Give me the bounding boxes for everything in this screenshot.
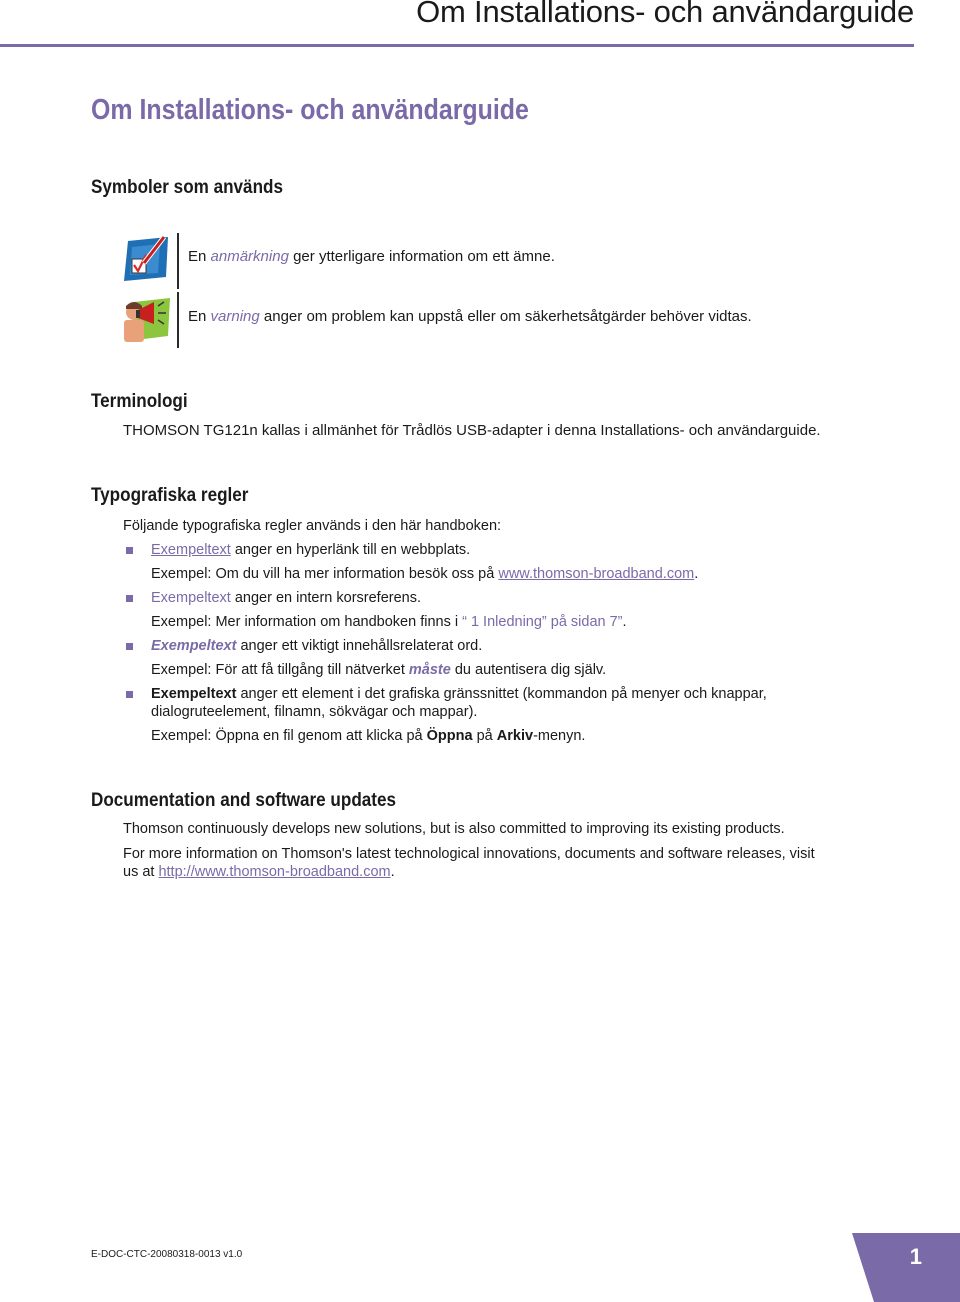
note-symbol-row <box>120 233 880 291</box>
terminology-heading: Terminologi <box>91 391 188 412</box>
note-suffix: ger ytterligare information om ett ämne. <box>293 248 555 265</box>
bullet-square-icon <box>126 643 133 650</box>
rule-hyperlink-example <box>123 565 863 583</box>
example-text: Exempel: Öppna en fil genom att klicka på <box>151 728 423 744</box>
updates-paragraph-1: Thomson continuously develops new solutions, but is also committed to improving its existing products. <box>123 821 785 837</box>
sample-crossref[interactable]: Exempeltext <box>151 590 231 606</box>
gui-open-label: Öppna <box>426 728 473 744</box>
example-suffix: -menyn. <box>533 728 586 744</box>
warning-symbol-row <box>120 292 880 350</box>
updates-paragraph-2-line2 <box>123 863 883 881</box>
page-title: Om Installations- och användarguide <box>91 94 529 126</box>
warning-megaphone-person-icon <box>120 292 172 344</box>
document-code: E-DOC-CTC-20080318-0013 v1.0 <box>91 1249 243 1260</box>
symbols-heading: Symboler som används <box>91 177 283 198</box>
updates-paragraph-2-line1: For more information on Thomson's latest technological innovations, documents and software releases, visit <box>123 846 815 862</box>
thomson-website-link[interactable]: www.thomson-broadband.com <box>498 566 695 582</box>
rule-keyword <box>123 637 863 655</box>
example-text-mid: på <box>476 728 493 744</box>
example-text: Exempel: Om du vill ha mer information besök oss på <box>151 566 495 582</box>
note-prefix: En <box>188 248 207 265</box>
keyword-emphasis: måste <box>408 662 451 678</box>
rule-crossref-example <box>123 613 863 631</box>
rule-gui-element-example <box>123 727 863 745</box>
example-suffix: . <box>622 614 627 630</box>
bullet-square-icon <box>126 691 133 698</box>
warning-suffix: anger om problem kan uppstå eller om säkerhetsåtgärder behöver vidtas. <box>263 308 752 325</box>
bullet-square-icon <box>126 547 133 554</box>
example-text: Exempel: För att få tillgång till nätverket <box>151 662 405 678</box>
rule-description: anger ett element i det grafiska gränssnittet (kommandon på menyer och knappar, <box>240 686 767 702</box>
terminology-text: THOMSON TG121n kallas i allmänhet för Trådlös USB-adapter i denna Installations- och användarguide. <box>123 422 821 439</box>
rule-crossref <box>123 589 863 607</box>
updates-paragraph-2 <box>123 845 883 881</box>
updates-heading: Documentation and software updates <box>91 790 396 811</box>
symbol-divider <box>177 292 179 348</box>
warning-description <box>188 308 752 325</box>
page-number-tab <box>852 1233 960 1302</box>
note-description <box>188 248 555 265</box>
gui-file-label: Arkiv <box>496 728 534 744</box>
sample-hyperlink[interactable]: Exempeltext <box>151 542 231 558</box>
rule-gui-element <box>123 685 863 703</box>
thomson-broadband-link[interactable]: http://www.thomson-broadband.com <box>158 864 391 880</box>
warning-keyword: varning <box>210 308 260 325</box>
running-header <box>0 0 914 47</box>
rule-description: anger ett viktigt innehållsrelaterat ord. <box>240 638 483 654</box>
note-pencil-checkbox-icon <box>120 233 172 285</box>
rule-description: anger en intern korsreferens. <box>234 590 422 606</box>
page-number: 1 <box>909 1244 922 1269</box>
rule-description: anger en hyperlänk till en webbplats. <box>234 542 471 558</box>
example-text: Exempel: Mer information om handboken finns i <box>151 614 459 630</box>
typography-heading: Typografiska regler <box>91 485 249 506</box>
typography-intro: Följande typografiska regler används i den här handboken: <box>123 518 502 534</box>
example-suffix: . <box>694 566 699 582</box>
sample-gui-element: Exempeltext <box>151 686 237 702</box>
example-suffix: du autentisera dig själv. <box>454 662 607 678</box>
updates-prefix: us at <box>123 864 155 880</box>
note-keyword: anmärkning <box>210 248 289 265</box>
symbol-divider <box>177 233 179 289</box>
rule-keyword-example <box>123 661 863 679</box>
rule-gui-element-continued: dialogruteelement, filnamn, sökvägar och mappar). <box>151 704 478 720</box>
rule-hyperlink <box>123 541 863 559</box>
updates-suffix: . <box>390 864 395 880</box>
running-header-title: Om Installations- och användarguide <box>416 0 914 29</box>
sample-keyword: Exempeltext <box>151 638 237 654</box>
warning-prefix: En <box>188 308 207 325</box>
typography-rules <box>123 517 863 745</box>
crossref-link[interactable]: “ 1 Inledning” på sidan 7” <box>462 614 623 630</box>
bullet-square-icon <box>126 595 133 602</box>
